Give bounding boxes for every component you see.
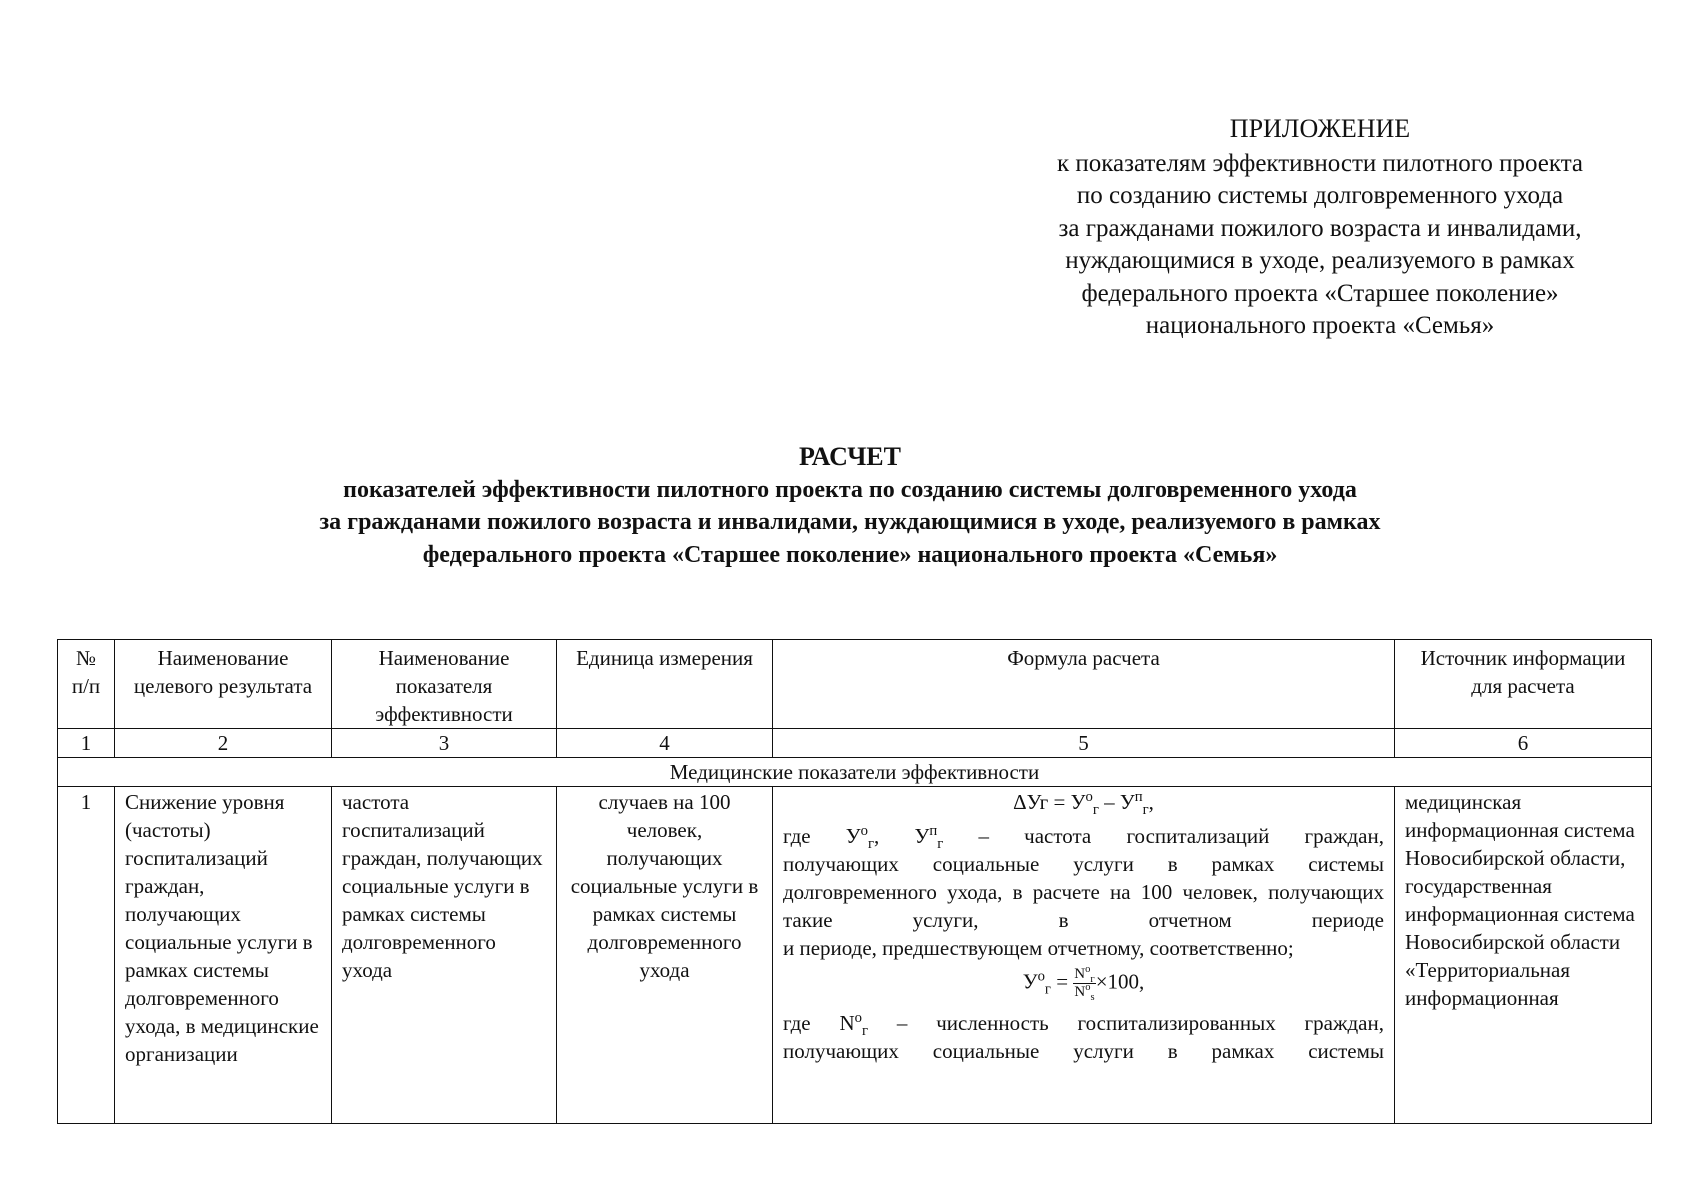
column-number: 3 — [332, 729, 557, 758]
header-num: № п/п — [58, 640, 115, 729]
document-title — [100, 441, 1600, 571]
header-indicator: Наименование показателя эффективности — [332, 640, 557, 729]
title-line: показателей эффективности пилотного проекта по созданию системы долговременного ухода — [343, 476, 1357, 503]
formula-where-1-last: и периоде, предшествующем отчетному, соответственно; — [783, 936, 1294, 960]
appendix-block — [1000, 113, 1640, 343]
appendix-heading: ПРИЛОЖЕНИЕ — [1229, 114, 1411, 143]
row-indicator: частота госпитализаций граждан, получающих социальные услуги в рамках системы долговременного ухода — [332, 787, 557, 1124]
indicators-table — [57, 639, 1652, 1124]
appendix-line: к показателям эффективности пилотного проекта — [1056, 149, 1584, 177]
section-title: Медицинские показатели эффективности — [58, 758, 1652, 787]
formula-rate: $У^о_г$ = $\frac{N^о_г}{N^о_s}$ ×100, — [1022, 964, 1145, 1003]
title-line: за гражданами пожилого возраста и инвалидами, нуждающимися в уходе, реализуемого в рамках — [319, 509, 1381, 535]
column-number: 2 — [115, 729, 332, 758]
header-result: Наименование целевого результата — [115, 640, 332, 729]
row-result: Снижение уровня (частоты) госпитализаций граждан, получающих социальные услуги в рамках системы долговременного ухода, в медицинские организации — [115, 787, 332, 1124]
header-source: Источник информации для расчета — [1395, 640, 1652, 729]
formula-where-2: где $N^о_г$ – численность госпитализированных граждан, — [783, 1010, 1384, 1040]
appendix-line: нуждающимися в уходе, реализуемого в рамках — [1065, 247, 1575, 274]
appendix-line: национального проекта «Семья» — [1145, 312, 1495, 339]
formula-where-2-cont: получающих социальные услуги в рамках системы — [783, 1039, 1384, 1063]
appendix-line: федерального проекта «Старшее поколение» — [1081, 279, 1559, 307]
header-formula: Формула расчета — [773, 640, 1395, 729]
formula-where-1-cont: получающих социальные услуги в рамках системы долговременного ухода, в расчете на 100 человек, получающих такие услуги, в отчетном периоде — [783, 852, 1384, 932]
column-number: 5 — [773, 729, 1395, 758]
column-number: 4 — [557, 729, 773, 758]
header-unit: Единица измерения — [557, 640, 773, 729]
appendix-line: по созданию системы долговременного ухода — [1076, 182, 1564, 209]
appendix-line: за гражданами пожилого возраста и инвалидами, — [1058, 214, 1582, 242]
column-number: 6 — [1395, 729, 1652, 758]
row-unit: случаев на 100 человек, получающих социальные услуги в рамках системы долговременного ухода — [557, 787, 773, 1124]
row-num: 1 — [58, 787, 115, 1124]
title-heading: РАСЧЕТ — [799, 442, 901, 471]
column-number: 1 — [58, 729, 115, 758]
row-source-text: медицинская информационная система Новосибирской области, государственная информационная система Новосибирской области «Территориальная информационная — [1405, 790, 1635, 1010]
table-row — [58, 787, 1652, 1124]
column-number-row — [58, 729, 1652, 758]
section-row — [58, 758, 1652, 787]
row-formula — [773, 787, 1395, 1124]
formula-where-1: где $У^о_г$, $У^п_г$ – частота госпитализаций граждан, — [783, 823, 1384, 853]
formula-delta: $\Delta Уг = У^о_г - У^п_г$, — [1013, 789, 1154, 819]
table-header-row — [58, 640, 1652, 729]
formula-fraction: $\frac{N^о_г}{N^о_s}$ — [1074, 964, 1095, 1003]
title-line: федерального проекта «Старшее поколение» национального проекта «Семья» — [422, 541, 1278, 568]
row-source — [1395, 787, 1652, 1124]
